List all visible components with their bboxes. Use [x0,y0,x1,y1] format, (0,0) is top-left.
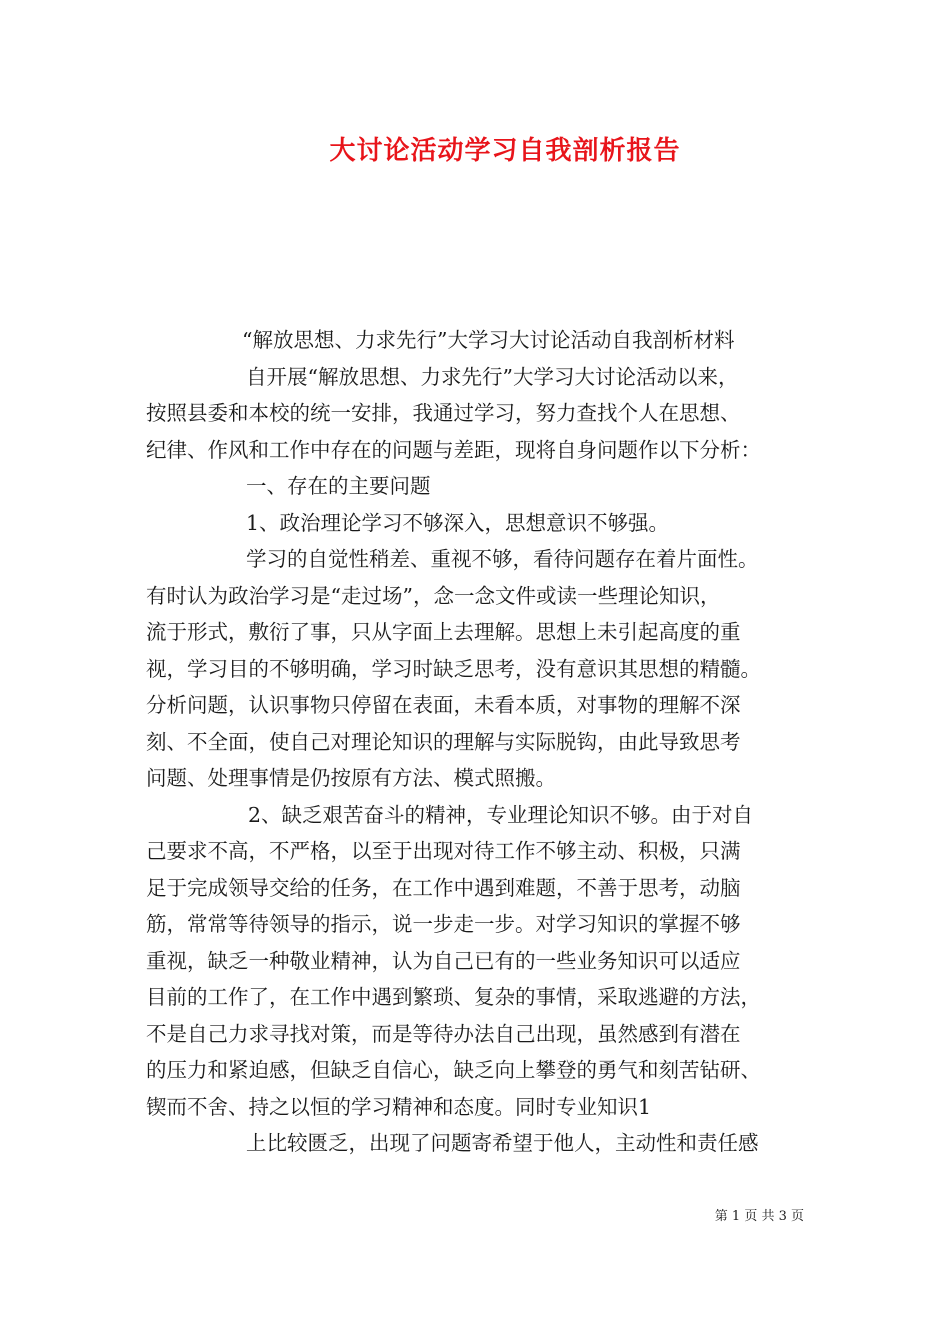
paragraph-line: 有时认为政治学习是“走过场”，念一念文件或读一些理论知识， [146,583,721,608]
paragraph-line: 己要求不高，不严格，以至于出现对待工作不够主动、积极，只满 [146,839,741,863]
paragraph-line: 流于形式，敷衍了事，只从字面上去理解。思想上未引起高度的重 [146,620,741,644]
paragraph-line: 问题、处理事情是仍按原有方法、模式照搬。 [146,766,556,790]
paragraph-line: 锲而不舍、持之以恒的学习精神和态度。同时专业知识1 [146,1094,652,1119]
paragraph-line: 目前的工作了，在工作中遇到繁琐、复杂的事情，采取逃避的方法， [146,985,761,1009]
subsection-heading: 1、政治理论学习不够深入，思想意识不够强。 [246,510,670,535]
paragraph-line: 按照县委和本校的统一安排，我通过学习，努力查找个人在思想、 [146,401,741,425]
paragraph-line: 不是自己力求寻找对策，而是等待办法自己出现，虽然感到有潜在 [146,1021,741,1046]
paragraph-line: 筋，常常等待领导的指示，说一步走一步。对学习知识的掌握不够 [146,912,741,936]
section-heading: 一、存在的主要问题 [246,474,431,498]
document-title: 大讨论活动学习自我剖析报告 [329,136,681,166]
paragraph-line: 学习的自觉性稍差、重视不够，看待问题存在着片面性。 [246,547,759,571]
paragraph-line: 视，学习目的不够明确，学习时缺乏思考，没有意识其思想的精髓。 [146,656,761,681]
paragraph-line: 足于完成领导交给的任务，在工作中遇到难题，不善于思考，动脑 [146,875,741,900]
paragraph-line: 重视，缺乏一种敬业精神，认为自己已有的一些业务知识可以适应 [146,948,741,973]
paragraph-line: 刻、不全面，使自己对理论知识的理解与实际脱钩，由此导致思考 [146,729,741,754]
paragraph-line: 上比较匮乏，出现了问题寄希望于他人，主动性和责任感 [246,1131,759,1155]
subtitle-line: “解放思想、力求先行”大学习大讨论活动自我剖析材料 [242,328,735,352]
subsection-heading: 2、缺乏艰苦奋斗的精神，专业理论知识不够。由于对自 [248,802,754,827]
paragraph-line: 纪律、作风和工作中存在的问题与差距，现将自身问题作以下分析： [146,437,761,462]
document-body [146,322,816,1162]
paragraph-line: 自开展“解放思想、力求先行”大学习大讨论活动以来， [246,364,739,389]
page-number: 第 1 页 共 3 页 [714,1209,804,1224]
paragraph-line: 的压力和紧迫感，但缺乏自信心，缺乏向上攀登的勇气和刻苦钻研、 [146,1058,761,1082]
paragraph-line: 分析问题，认识事物只停留在表面，未看本质，对事物的理解不深 [146,693,741,717]
